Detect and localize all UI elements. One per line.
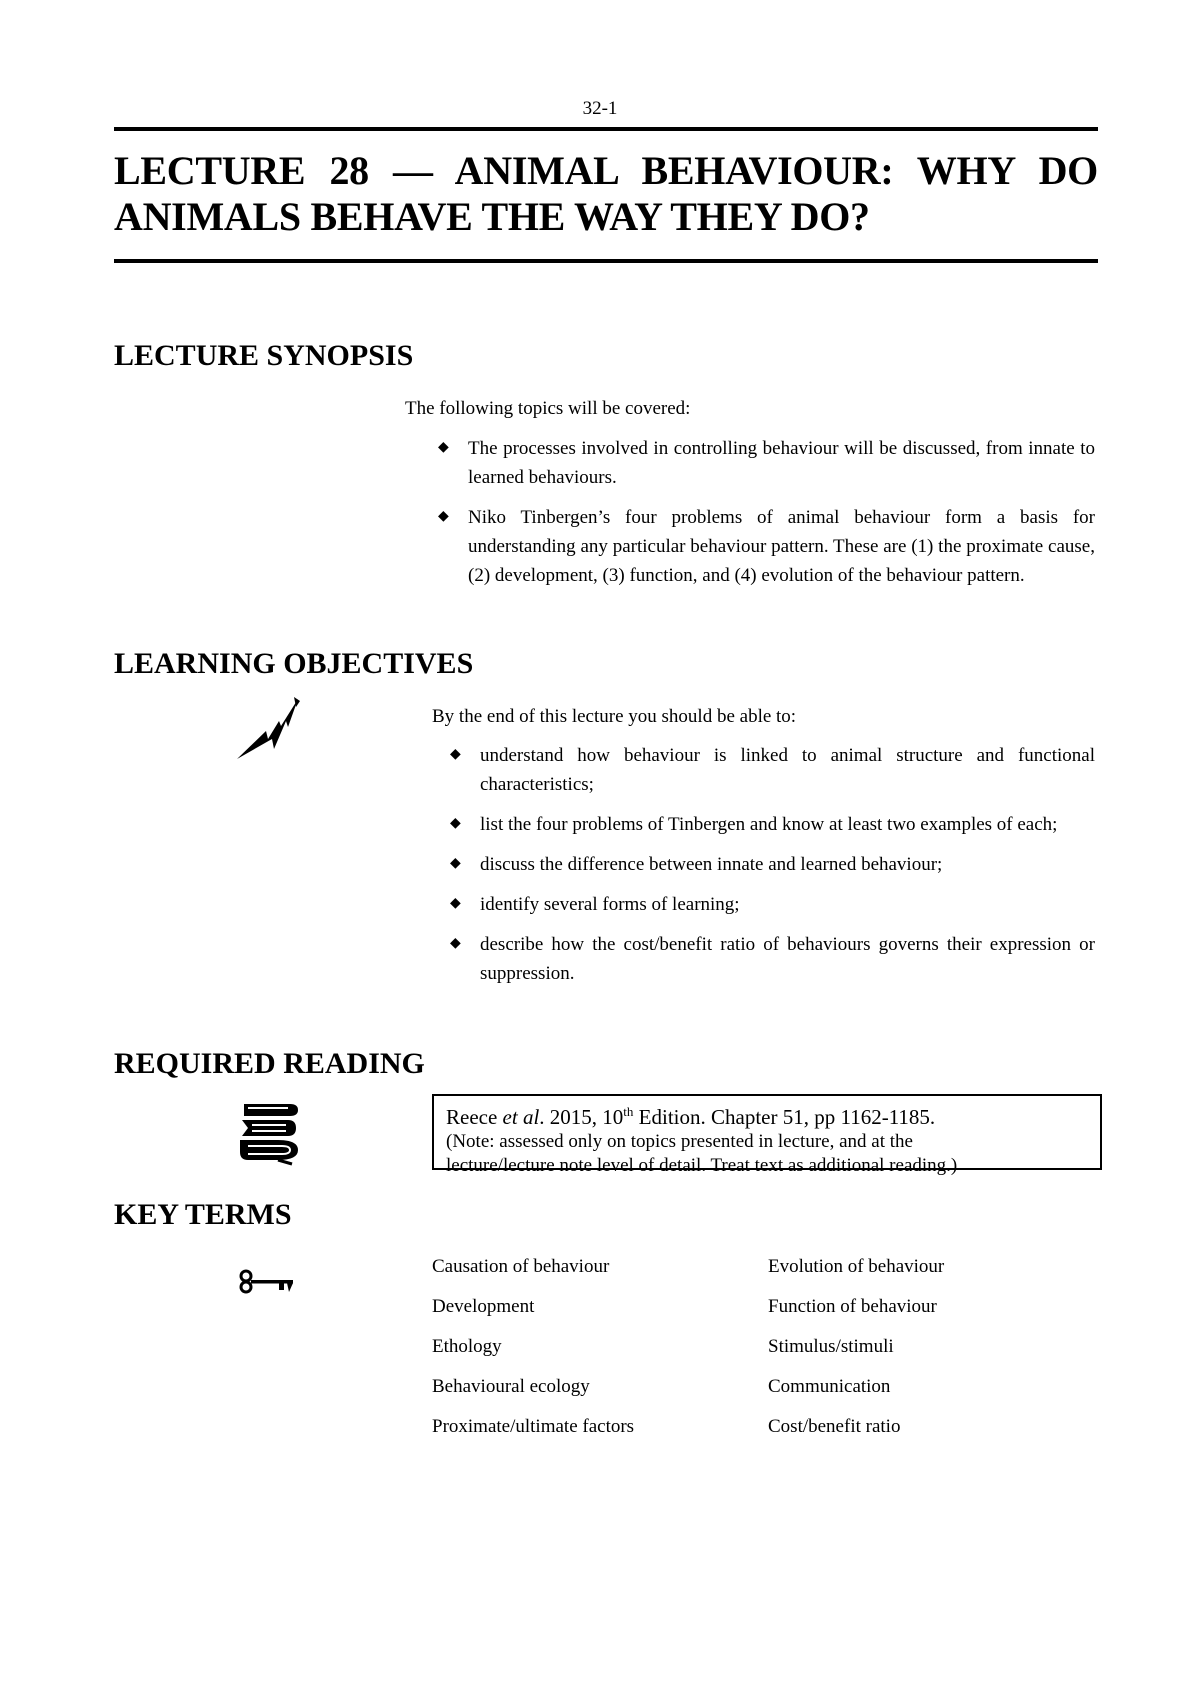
synopsis-list	[438, 434, 1095, 601]
list-item: ◆ discuss the difference between innate and learned behaviour;	[480, 850, 1095, 879]
objectives-list	[450, 741, 1095, 999]
key-terms-heading: KEY TERMS	[114, 1198, 292, 1231]
bullet-icon: ◆	[450, 816, 461, 831]
key-term: Behavioural ecology	[432, 1376, 590, 1397]
key-term: Ethology	[432, 1336, 502, 1357]
required-reading-box	[432, 1094, 1102, 1176]
title-bottom-rule	[114, 259, 1098, 263]
title-line-1: LECTURE 28 — ANIMAL BEHAVIOUR: WHY DO	[114, 148, 1098, 193]
page-number: 32-1	[582, 98, 618, 119]
reading-note-line-2: lecture/lecture note level of detail. Treat text as additional reading.)	[446, 1155, 958, 1176]
lightning-icon	[234, 697, 302, 763]
list-item: ◆ The processes involved in controlling behaviour will be discussed, from innate to learned behaviours.	[468, 434, 1095, 492]
objectives-intro: By the end of this lecture you should be able to:	[432, 706, 797, 727]
list-item: ◆ describe how the cost/benefit ratio of behaviours governs their expression or suppression.	[480, 930, 1095, 988]
bullet-icon: ◆	[438, 509, 449, 524]
list-item: ◆ understand how behaviour is linked to animal structure and functional characteristics;	[480, 741, 1095, 799]
bullet-icon: ◆	[450, 896, 461, 911]
objectives-heading: LEARNING OBJECTIVES	[114, 647, 474, 680]
key-term: Communication	[768, 1376, 891, 1397]
key-term: Evolution of behaviour	[768, 1256, 945, 1277]
synopsis-heading: LECTURE SYNOPSIS	[114, 339, 414, 372]
key-term: Stimulus/stimuli	[768, 1336, 894, 1357]
list-item: ◆ list the four problems of Tinbergen and know at least two examples of each;	[480, 810, 1095, 839]
top-rule	[114, 127, 1098, 131]
synopsis-intro: The following topics will be covered:	[405, 398, 691, 419]
key-term: Development	[432, 1296, 535, 1317]
books-icon	[238, 1100, 304, 1166]
title-line-2: ANIMALS BEHAVE THE WAY THEY DO?	[114, 194, 870, 239]
key-term: Causation of behaviour	[432, 1256, 610, 1277]
bullet-icon: ◆	[438, 440, 449, 455]
bullet-icon: ◆	[450, 856, 461, 871]
reading-note-line-1: (Note: assessed only on topics presented in lecture, and at the	[446, 1131, 913, 1152]
list-item: ◆ identify several forms of learning;	[480, 890, 1095, 919]
key-term: Cost/benefit ratio	[768, 1416, 901, 1437]
key-term: Proximate/ultimate factors	[432, 1416, 635, 1437]
key-icon	[237, 1268, 297, 1296]
key-term: Function of behaviour	[768, 1296, 937, 1317]
list-item: ◆ Niko Tinbergen’s four problems of animal behaviour form a basis for understanding any particular behaviour pattern. These are (1) the proximate cause, (2) development, (3) function, and (4) evolution of the behaviour pattern.	[468, 503, 1095, 590]
reading-heading: REQUIRED READING	[114, 1047, 425, 1080]
reading-citation: Reece et al. 2015, 10th Edition. Chapter 51, pp 1162-1185.	[446, 1104, 936, 1129]
bullet-icon: ◆	[450, 747, 461, 762]
page-title	[114, 148, 1098, 240]
bullet-icon: ◆	[450, 936, 461, 951]
key-terms-grid	[432, 1252, 1098, 1441]
